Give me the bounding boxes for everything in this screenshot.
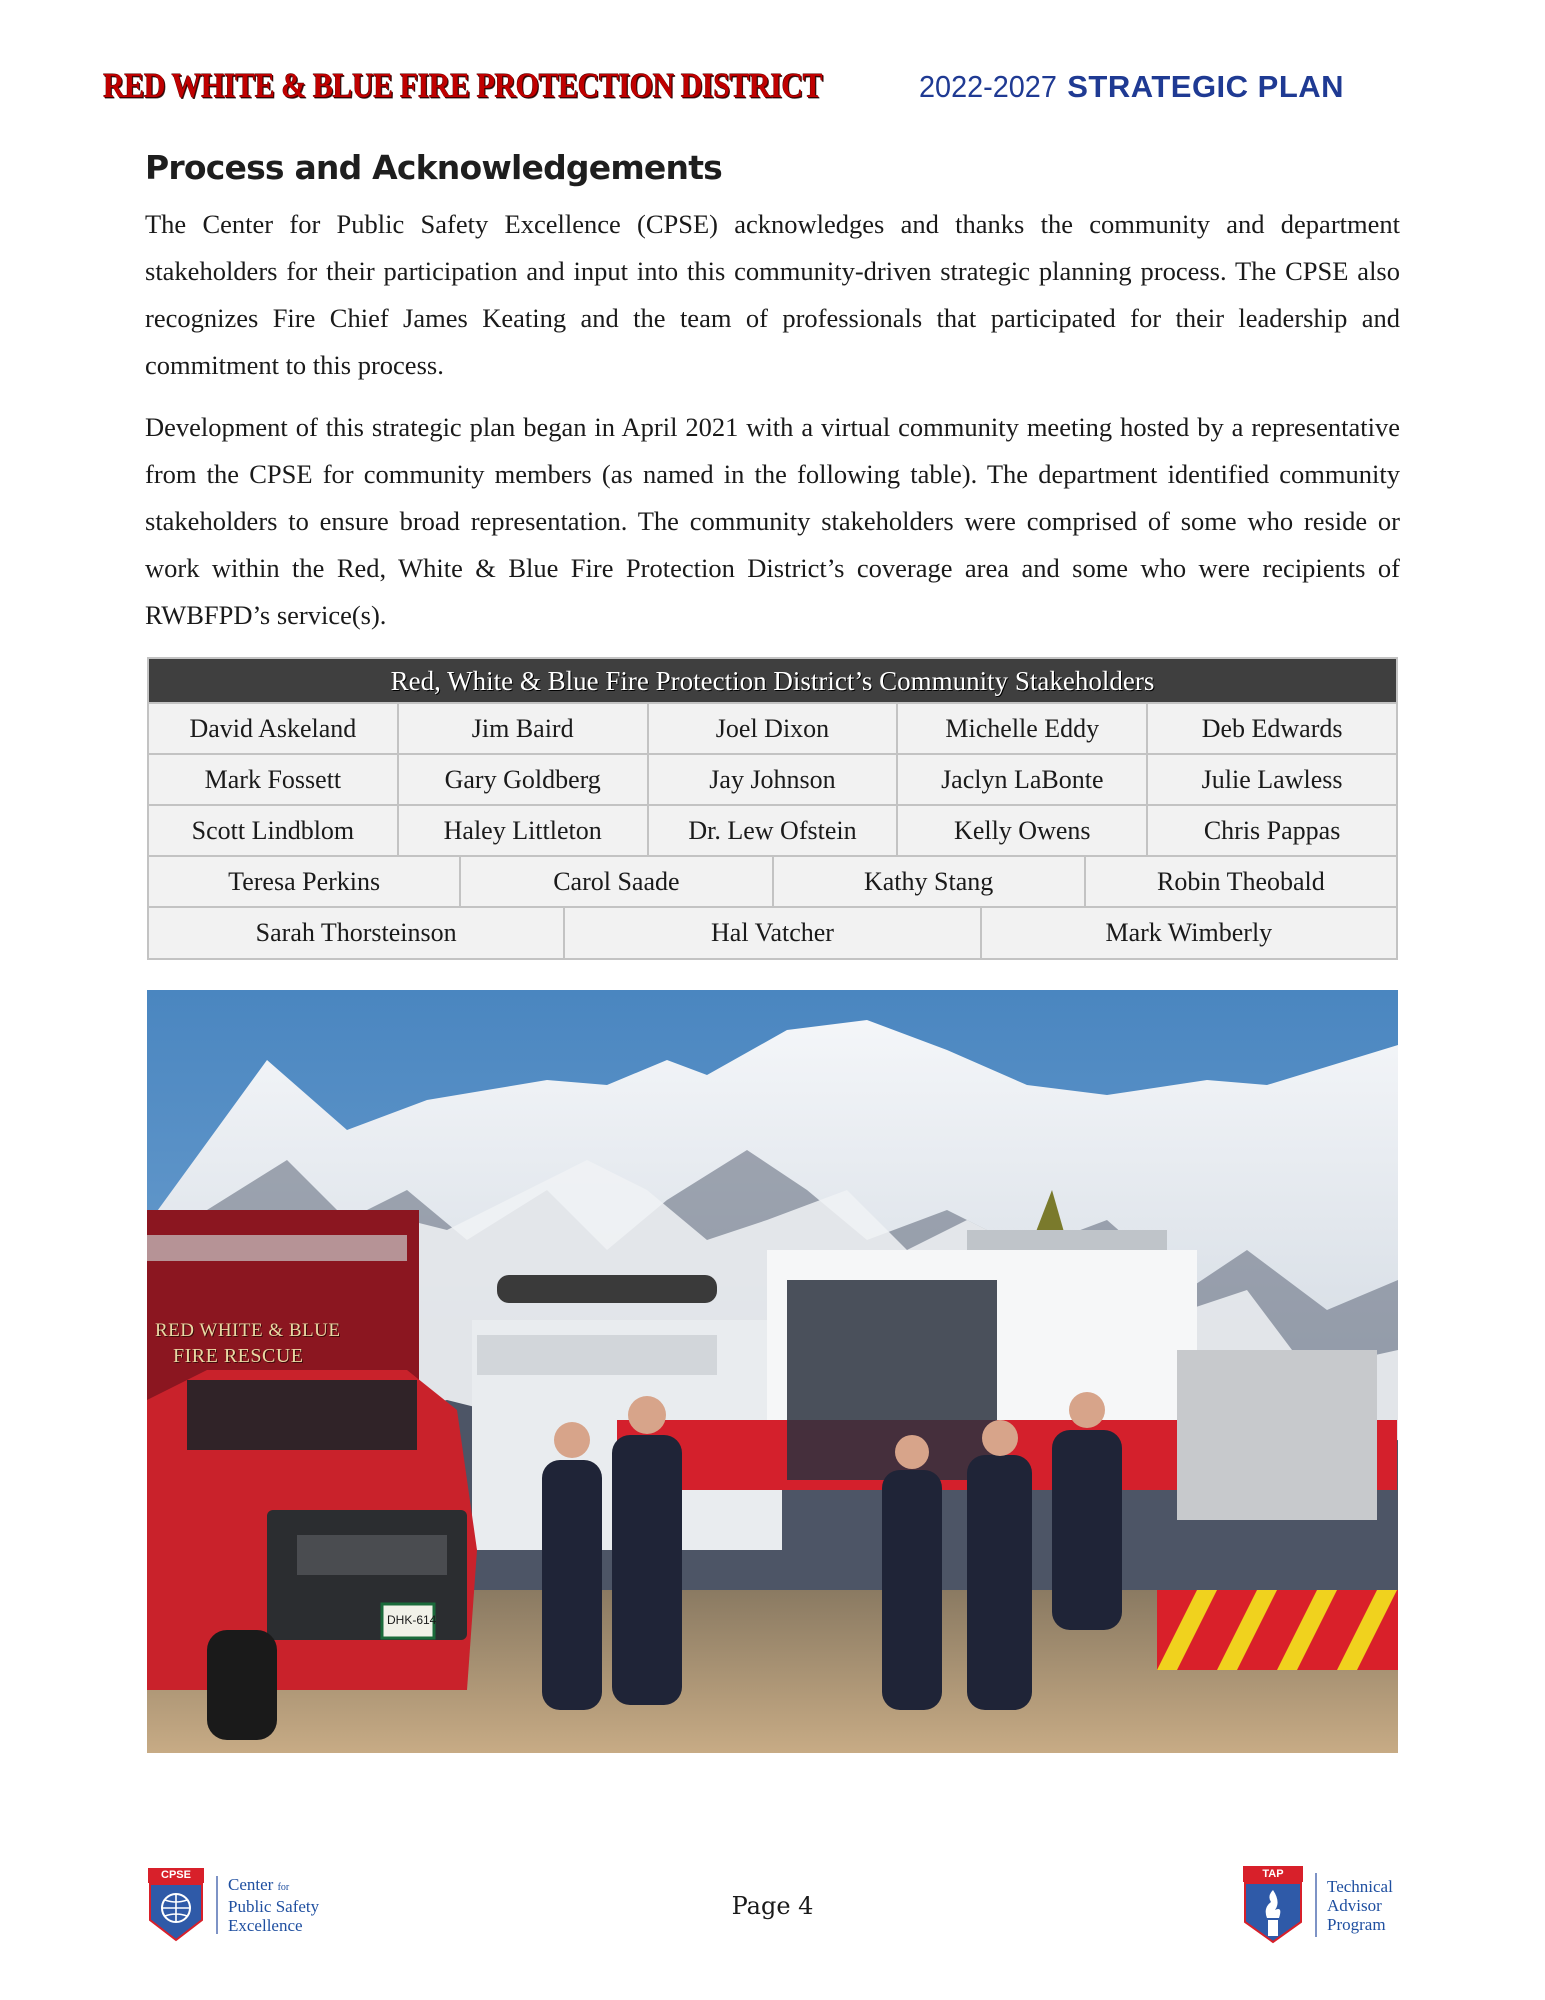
license-plate: DHK-614 xyxy=(387,1613,437,1627)
stakeholders-table xyxy=(147,657,1398,960)
table-cell: Carol Saade xyxy=(461,857,773,906)
table-cell: Mark Fossett xyxy=(149,755,399,804)
firefighters-photo xyxy=(147,990,1398,1753)
table-cell: Chris Pappas xyxy=(1203,816,1341,845)
page-number: Page 4 xyxy=(731,1892,814,1920)
vehicle-label-line1: RED WHITE & BLUE xyxy=(155,1320,341,1341)
header-plan-title: STRATEGIC PLAN xyxy=(1067,69,1345,104)
section-title: Process and Acknowledgements xyxy=(145,148,723,187)
header-years: 2022-2027 xyxy=(919,69,1057,104)
paragraph-development: Development of this strategic plan began in April 2021 with a virtual community meeting hosted by a representative from the CPSE for community members (as named in the following table). The department identified community stakeholders to ensure broad representation. The community stakeholders were comprised of some who reside or work within the Red, White & Blue Fire Protection District’s coverage area and some who were recipients of RWBFPD’s service(s). xyxy=(145,412,1400,630)
header-district-name: RED WHITE & BLUE FIRE PROTECTION DISTRICT xyxy=(103,66,823,105)
tap-line1: Technical xyxy=(1327,1876,1393,1896)
table-cell: Haley Littleton xyxy=(399,806,649,855)
table-cell: Kelly Owens xyxy=(898,806,1148,855)
table-cell: Julie Lawless xyxy=(1201,765,1343,794)
page-header xyxy=(103,66,1443,105)
cpse-line1: Center xyxy=(228,1875,274,1894)
table-cell: Joel Dixon xyxy=(649,704,899,753)
table-cell: Deb Edwards xyxy=(1201,714,1343,743)
table-row xyxy=(149,755,1396,806)
paragraph-acknowledgement: The Center for Public Safety Excellence (CPSE) acknowledges and thanks the community and department stakeholders for their participation and input into this community-driven strategic planning process. The CPSE also recognizes Fire Chief James Keating and the team of professionals that participated for their leadership and commitment to this process. xyxy=(145,209,1400,380)
table-cell: Sarah Thorsteinson xyxy=(149,908,565,958)
stakeholders-table-title: Red, White & Blue Fire Protection District’s Community Stakeholders xyxy=(149,659,1396,704)
table-row xyxy=(149,857,1396,908)
table-cell: Kathy Stang xyxy=(774,857,1086,906)
tap-badge-text: TAP xyxy=(1243,1866,1303,1882)
cpse-badge-text: CPSE xyxy=(148,1868,204,1883)
table-cell: Michelle Eddy xyxy=(898,704,1148,753)
cpse-line3: Excellence xyxy=(228,1916,303,1935)
logo-divider xyxy=(1315,1873,1317,1937)
table-cell: Jim Baird xyxy=(399,704,649,753)
table-cell: Scott Lindblom xyxy=(149,806,399,855)
tap-line3: Program xyxy=(1327,1914,1386,1934)
cpse-line2: Public Safety xyxy=(228,1897,320,1916)
tap-line2: Advisor xyxy=(1327,1895,1382,1915)
table-cell: Gary Goldberg xyxy=(399,755,649,804)
table-cell: Jay Johnson xyxy=(649,755,899,804)
photo-scene-illustration xyxy=(147,990,1398,1753)
table-cell: Teresa Perkins xyxy=(149,857,461,906)
table-cell: David Askeland xyxy=(149,704,399,753)
cpse-line1-small: for xyxy=(277,1882,290,1893)
table-row xyxy=(149,704,1396,755)
tap-logo-text xyxy=(1327,1877,1393,1934)
table-cell: Dr. Lew Ofstein xyxy=(649,806,899,855)
table-cell: Hal Vatcher xyxy=(565,908,981,958)
tap-shield-icon xyxy=(1243,1866,1303,1944)
table-cell: Robin Theobald xyxy=(1156,867,1325,896)
table-row xyxy=(149,806,1396,857)
table-cell: Mark Wimberly xyxy=(1105,918,1273,947)
table-row xyxy=(149,908,1396,958)
vehicle-label-line2: FIRE RESCUE xyxy=(173,1345,304,1367)
table-cell: Jaclyn LaBonte xyxy=(898,755,1148,804)
tap-logo xyxy=(1243,1866,1393,1944)
